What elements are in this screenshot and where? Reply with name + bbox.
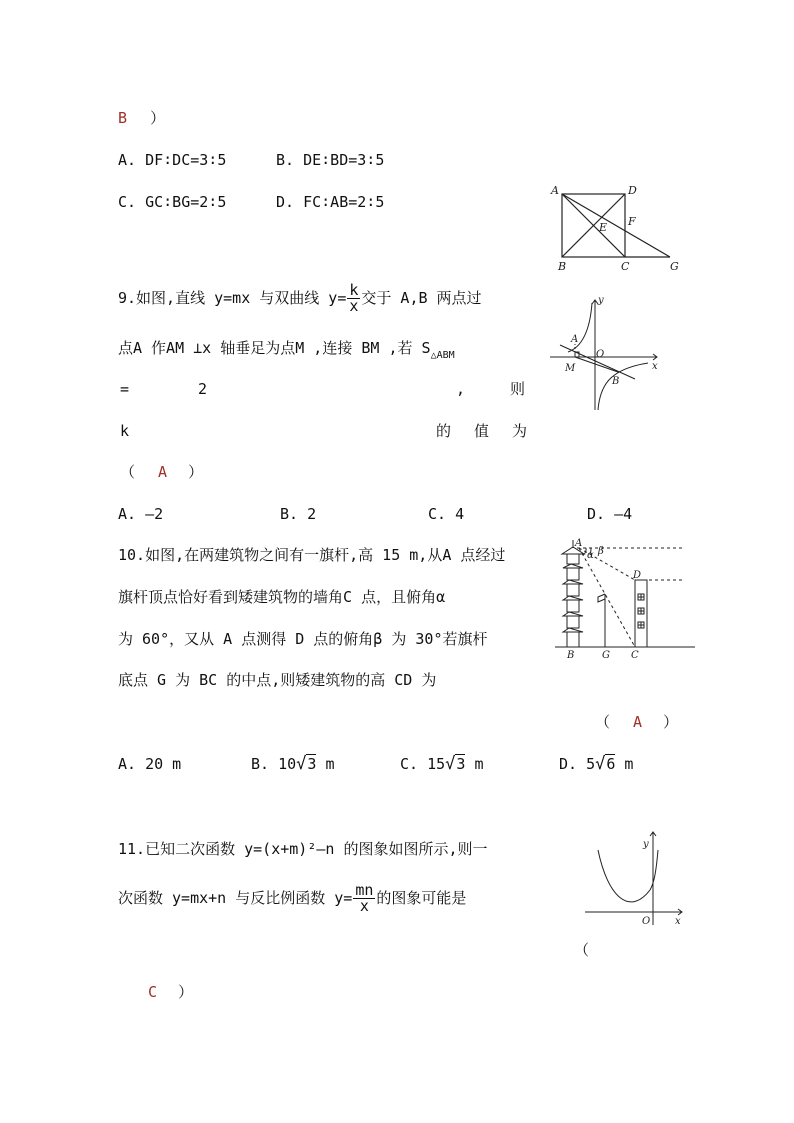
q9-option-b: B. 2 <box>280 505 317 523</box>
q10-opt-d-unit: m <box>615 755 634 773</box>
q8-figure <box>540 180 690 275</box>
q10-stem-line1: 10.如图,在两建筑物之间有一旗杆,高 15 m,从A 点经过 <box>118 546 506 564</box>
q8-label-b: B <box>558 260 567 273</box>
q9-frac-den: x <box>349 297 359 315</box>
q8-answer: B <box>118 109 128 127</box>
q9-word-ze: 则 <box>510 380 526 398</box>
q10-stem-line2: 旗杆顶点恰好看到矮建筑物的墙角C 点，且俯角α <box>118 588 446 606</box>
q9-close-paren: ） <box>188 463 204 481</box>
q9-word-wei: 为 <box>512 422 528 440</box>
q10-label-alpha: α <box>587 550 594 561</box>
q9-frac-num: k <box>349 281 359 299</box>
q10-open-paren: （ <box>595 713 611 731</box>
q9-label-y: y <box>598 295 604 306</box>
q10-label-g: G <box>602 650 610 661</box>
q9-text-a: 9.如图,直线 y=mx 与双曲线 y= <box>118 289 347 307</box>
q11-text-a: 次函数 y=mx+n 与反比例函数 y= <box>118 889 353 907</box>
q11-text-b: 的图象可能是 <box>376 889 467 907</box>
q11-open-paren: （ <box>574 941 590 959</box>
q8-option-d: D. FC∶AB=2∶5 <box>276 193 385 211</box>
radical-icon: √ <box>296 754 307 774</box>
q8-label-e: E <box>599 221 608 234</box>
q10-label-d: D <box>633 570 642 581</box>
q9-label-x: x <box>652 361 658 372</box>
q9-label-o: O <box>596 349 605 360</box>
q10-opt-d-text: D. 5 <box>559 755 596 773</box>
q11-fraction <box>353 883 375 914</box>
q10-stem-line4: 底点 G 为 BC 的中点,则矮建筑物的高 CD 为 <box>118 671 437 689</box>
q8-option-b: B. DE∶BD=3∶5 <box>276 151 385 169</box>
q8-label-a: A <box>551 184 559 197</box>
q9-text-c: 点A 作AM ⊥x 轴垂足为点M ,连接 BM ,若 S <box>118 339 431 357</box>
q9-option-a: A. —2 <box>118 505 164 523</box>
q10-answer: A <box>633 713 643 731</box>
q10-label-c: C <box>631 650 639 661</box>
q11-label-y: y <box>643 839 649 850</box>
q10-figure <box>555 536 700 661</box>
q9-text-b: 交于 A,B 两点过 <box>361 289 482 307</box>
q11-stem-line1: 11.已知二次函数 y=(x+m)²—n 的图象如图所示,则一 <box>118 840 488 858</box>
q11-frac-num: mn <box>355 881 374 899</box>
q9-figure <box>540 295 665 415</box>
q8-label-c: C <box>621 260 630 273</box>
radical-icon: √ <box>445 754 456 774</box>
q10-opt-b-text: B. 10 <box>251 755 297 773</box>
q11-stem-line2 <box>118 883 466 914</box>
q9-stem-line2 <box>118 338 455 366</box>
q9-word-de: 的 <box>436 422 452 440</box>
q9-k: k <box>120 422 130 440</box>
q10-answer-line <box>595 712 678 732</box>
q8-close-paren: ） <box>150 109 166 127</box>
q10-label-b: B <box>567 650 575 661</box>
q9-open-paren: （ <box>120 463 136 481</box>
q8-option-a: A. DF∶DC=3∶5 <box>118 151 227 169</box>
q9-area-value: 2 <box>198 380 208 398</box>
q9-stem-line1 <box>118 283 482 314</box>
q9-fraction <box>347 283 360 314</box>
q9-comma: , <box>456 380 466 398</box>
q11-frac-den: x <box>359 897 369 915</box>
q9-answer-line <box>120 462 203 482</box>
q10-opt-c-radicand: 3 <box>456 755 466 773</box>
q11-label-x: x <box>675 916 681 927</box>
q8-label-g: G <box>670 260 679 273</box>
q8-label-d: D <box>628 184 637 197</box>
q10-opt-b-radicand: 3 <box>307 755 317 773</box>
q9-eq-sign: = <box>120 380 130 398</box>
q10-opt-d-radicand: 6 <box>606 755 616 773</box>
q9-label-a: A <box>571 334 579 345</box>
q9-word-zhi: 值 <box>474 422 490 440</box>
q10-label-beta: β <box>598 546 604 557</box>
q10-stem-line3: 为 60°，又从 A 点测得 D 点的俯角β 为 30°若旗杆 <box>118 630 488 648</box>
q8-option-c: C. GC∶BG=2∶5 <box>118 193 227 211</box>
q10-option-d <box>559 754 633 774</box>
q9-label-m: M <box>565 363 576 374</box>
q9-subscript: △ABM <box>430 350 455 361</box>
radical-icon: √ <box>595 754 606 774</box>
q8-answer-line <box>118 108 165 128</box>
q10-label-a: A <box>575 538 583 549</box>
q10-option-a: A. 20 m <box>118 755 182 773</box>
q9-label-b: B <box>612 376 620 387</box>
q11-label-o: O <box>642 916 651 927</box>
q10-option-b <box>251 754 335 774</box>
q10-opt-c-unit: m <box>465 755 484 773</box>
q9-option-c: C. 4 <box>428 505 465 523</box>
q11-answer-line <box>148 982 193 1002</box>
q10-opt-c-text: C. 15 <box>400 755 446 773</box>
q9-answer: A <box>158 463 168 481</box>
q9-option-d: D. —4 <box>587 505 633 523</box>
q10-close-paren: ） <box>663 713 679 731</box>
q11-figure <box>580 828 695 928</box>
q8-label-f: F <box>628 215 636 228</box>
q10-opt-b-unit: m <box>316 755 335 773</box>
q10-option-c <box>400 754 484 774</box>
q11-close-paren: ） <box>178 983 194 1001</box>
q11-answer: C <box>148 983 158 1001</box>
